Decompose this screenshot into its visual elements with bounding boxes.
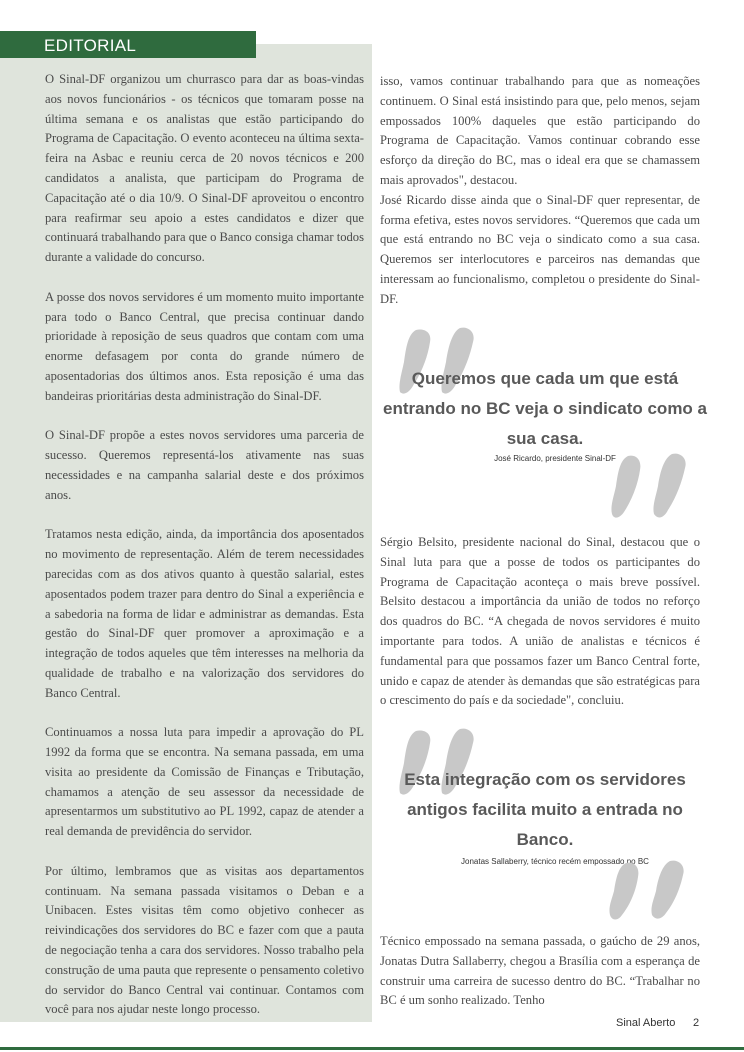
right-column-block-2 (380, 533, 700, 711)
right-paragraph-2: José Ricardo disse ainda que o Sinal-DF quer representar, de forma efetiva, estes novos servidores. “Queremos que cada um que está entrando no BC veja o sindicato como a sua casa. Queremos ser interlocutores e parceiros nas demandas que interessam ao funcionalismo, completou o presidente do Sinal-DF. (380, 192, 700, 306)
right-column-block-3 (380, 932, 700, 1012)
pull-quote-2-attribution: Jonatas Sallaberry, técnico recém empossado no BC (461, 857, 649, 866)
left-paragraph-2: A posse dos novos servidores é um momento muito importante para todo o Banco Central, que precisa continuar dando prioridade à reposição de seus quadros que contam com uma enorme defasagem por conta do grande número de aposentadorias dos últimos anos. Esta reposição é uma das bandeiras prioritárias desta administração do Sinal-DF. (45, 289, 364, 403)
close-quote-icon (606, 859, 696, 923)
pull-quote-1-attribution: José Ricardo, presidente Sinal-DF (494, 454, 616, 463)
section-title: EDITORIAL (44, 36, 137, 55)
pull-quote-1 (380, 326, 710, 516)
left-paragraph-6: Por último, lembramos que as visitas aos departamentos continuam. Na semana passada visitamos o Deban e a Unibacen. Estes visitas têm como objetivo conhecer as reivindicações dos servidores do BC e fazer com que a pauta de negociação tenha a cara dos servidores. Nosso trabalho pela construção de uma pauta que represente o pensamento coletivo do servidor do Banco Central vai continuar. Contamos com você para nos ajudar neste longo processo. (45, 863, 364, 1017)
right-paragraph-1: isso, vamos continuar trabalhando para que as nomeações continuem. O Sinal está insistindo para que, pelo menos, sejam empossados 100% daqueles que estão participando do Programa de Capacitação. Vamos continuar cobrando esse esforço da direção do BC, mas o ideal era que se chamassem mais aprovados", destacou. (380, 74, 700, 187)
pull-quote-1-text: Queremos que cada um que está entrando no BC veja o sindicato como a sua casa. (383, 369, 707, 448)
right-column-block-1 (380, 72, 700, 310)
pull-quote-2-text: Esta integração com os servidores antigos facilita muito a entrada no Banco. (404, 770, 686, 849)
left-column (45, 70, 364, 1040)
left-paragraph-1: O Sinal-DF organizou um churrasco para dar as boas-vindas aos novos funcionários - os técnicos que tomaram posse na última semana e os analistas que estão participando do Programa de Capacitação. O evento aconteceu na última sexta-feira na Asbac e reuniu cerca de 20 novos técnicos e 200 candidatos a analista, que participam do Programa de Capacitação até o dia 10/9. O Sinal-DF aproveitou o encontro para reafirmar seu apoio a estes candidatos e dizer que continuará trabalhando para que o Banco consiga chamar todos durante a validade do concurso. (45, 72, 364, 265)
right-paragraph-3: Sérgio Belsito, presidente nacional do Sinal, destacou que o Sinal luta para que a posse de todos os participantes do Programa de Capacitação aconteça o mais breve possível. Belsito destacou a importância da união de todos no reforço dos quadros do BC. “A chegada de novos servidores é muito importante para todos. A união de analistas e técnicos é fundamental para que possamos fazer um Banco Central forte, unido e capaz de atender às demandas que são estratégicas para o crescimento do país e da sociedade", concluiu. (380, 535, 700, 708)
pull-quote-2 (380, 727, 710, 923)
publication-name: Sinal Aberto (616, 1017, 676, 1029)
right-paragraph-4: Técnico empossado na semana passada, o gaúcho de 29 anos, Jonatas Dutra Sallaberry, chegou a Brasília com a esperança de construir uma carreira de sucesso dentro do BC. “Trabalhar no BC é um sonho realizado. Tenho (380, 934, 700, 1008)
left-paragraph-3: O Sinal-DF propõe a estes novos servidores uma parceria de sucesso. Queremos representá-los ativamente nas suas necessidades e na campanha salarial deste e dos próximos anos. (45, 428, 364, 502)
left-paragraph-4: Tratamos nesta edição, ainda, da importância dos aposentados no movimento de representação. Além de terem necessidades parecidas com as dos ativos quanto à questão salarial, estes aposentados podem trazer para dentro do Sinal a experiência e a sabedoria na forma de lidar e administrar as demandas. Esta gestão do Sinal-DF quer promover a aproximação e a integração de todos aqueles que têm interesses na melhoria da qualidade de trabalho e na valorização dos servidores do Banco Central. (45, 527, 364, 700)
left-paragraph-5: Continuamos a nossa luta para impedir a aprovação do PL 1992 da forma que se encontra. Na semana passada, em uma visita ao presidente da Comissão de Finanças e Tributação, chamamos a atenção de seu assessor da necessidade de apresentarmos um substitutivo ao PL 1992, capaz de atender a real demanda de previdência do servidor. (45, 725, 364, 839)
page-number: 2 (693, 1017, 700, 1029)
footer-rule (0, 1047, 744, 1050)
section-header (0, 31, 256, 58)
close-quote-icon (608, 452, 698, 522)
